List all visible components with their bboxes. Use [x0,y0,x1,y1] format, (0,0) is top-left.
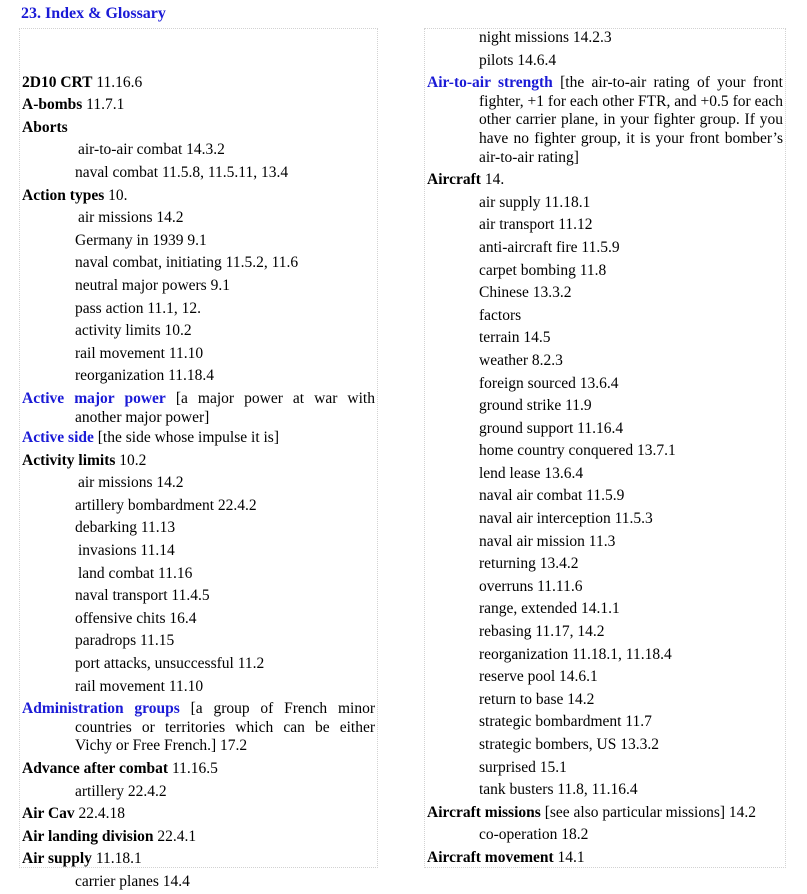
glossary-term: Administration groups [22,700,180,718]
index-term: Activity limits [22,451,116,469]
index-term: Aircraft [427,171,481,189]
index-refs: [see also particular missions] 14.2 [540,803,757,821]
glossary-term: Air-to-air strength [427,74,553,92]
index-refs: 11.16.6 [92,73,143,91]
index-subentry: rail movement 11.10 [75,677,204,695]
index-subentry: air missions 14.2 [78,209,184,227]
index-entry [22,185,375,208]
index-term: 2D10 CRT [22,73,93,91]
index-subentry: returning 13.4.2 [479,555,579,573]
spacer [22,49,375,72]
index-entry [427,802,783,825]
index-subentry: overruns 11.11.6 [479,577,583,595]
index-entry [22,826,375,849]
index-subentry: port attacks, unsuccessful 11.2 [75,655,265,673]
index-subentry: rail movement 11.10 [75,344,204,362]
index-term: Air Cav [22,805,75,823]
index-term: Aborts [22,118,68,136]
index-refs: 14. [480,171,505,189]
index-subentry: artillery 22.4.2 [75,782,167,800]
glossary-entry [22,700,375,756]
index-refs: 14.1 [553,848,585,866]
index-refs: 10.2 [115,451,147,469]
index-subentry: offensive chits 16.4 [75,609,197,627]
index-subentry: air-to-air combat 14.3.2 [78,141,225,159]
index-subentry: factors [479,306,522,324]
index-column-right [424,28,786,868]
index-subentry: carpet bombing 11.8 [479,261,607,279]
index-subentry: reorganization 11.18.4 [75,367,215,385]
index-subentry: land combat 11.16 [78,564,193,582]
index-entry [22,72,375,95]
index-subentry: co-operation 18.2 [479,826,589,844]
index-subentry: range, extended 14.1.1 [479,600,620,618]
glossary-entry [22,390,375,427]
index-subentry: invasions 11.14 [78,542,175,560]
index-entry [22,450,375,473]
index-subentry: air supply 11.18.1 [479,193,591,211]
index-subentry: naval combat 11.5.8, 11.5.11, 13.4 [75,163,289,181]
index-entry [22,848,375,871]
index-refs: 11.18.1 [91,850,142,868]
index-subentry: carrier planes 14.4 [75,872,190,890]
index-subentry: strategic bombers, US 13.3.2 [479,736,659,753]
index-subentry: weather 8.2.3 [479,351,563,369]
index-entry [22,94,375,117]
index-subentry: return to base 14.2 [479,690,595,708]
glossary-definition: [a group of French minor countries or territories which can be either Vichy or Free French.] 17.2 [75,700,375,755]
index-subentry: anti-aircraft fire 11.5.9 [479,238,620,256]
index-entry [427,847,783,870]
index-subentry: debarking 11.13 [75,519,176,537]
index-subentry: artillery bombardment 22.4.2 [75,496,257,514]
index-term: Advance after combat [22,760,169,777]
index-subentry: night missions 14.2.3 [479,29,612,46]
glossary-term: Active side [22,429,94,447]
index-subentry: rebasing 11.17, 14.2 [479,623,605,641]
glossary-definition: [a major power at war with another major power] [75,389,375,426]
index-term: Air landing division [22,827,154,845]
glossary-entry [22,429,375,448]
index-subentry: reserve pool 14.6.1 [479,668,598,686]
index-subentry: air transport 11.12 [479,216,593,234]
index-refs: 22.4.18 [74,805,126,823]
glossary-definition: [the air-to-air rating of your front fighter, +1 for each other FTR, and +0.5 for each other carrier plane, in your fighter group. If you have no fighter group, it is your front bomber’s air-to-air rating] [479,74,783,166]
index-term: Aircraft movement [427,848,554,866]
index-column-left-content [22,49,375,894]
index-subentry: Chinese 13.3.2 [479,284,572,302]
index-subentry: naval air combat 11.5.9 [479,487,625,505]
index-column-right-content [427,27,783,870]
index-subentry: neutral major powers 9.1 [75,276,230,294]
index-term: Aircraft missions [427,803,541,821]
index-entry [22,117,375,140]
index-subentry: naval transport 11.4.5 [75,587,210,605]
index-term: A-bombs [22,96,83,114]
index-subentry: terrain 14.5 [479,329,551,347]
index-term: Air supply [22,850,92,868]
index-subentry: tank busters 11.8, 11.16.4 [479,781,638,799]
index-refs: 11.16.5 [168,760,218,777]
page-heading: 23. Index & Glossary [21,5,166,22]
index-subentry: ground strike 11.9 [479,397,592,415]
index-refs: 22.4.1 [153,827,197,845]
index-subentry: air missions 14.2 [78,474,184,492]
index-subentry: naval combat, initiating 11.5.2, 11.6 [75,254,299,272]
index-entry [22,803,375,826]
glossary-definition: [the side whose impulse it is] [93,429,280,447]
index-subentry: strategic bombardment 11.7 [479,713,652,731]
glossary-term: Active major power [22,389,166,407]
index-subentry: pilots 14.6.4 [479,51,557,69]
index-subentry: home country conquered 13.7.1 [479,442,676,460]
index-refs: 10. [104,186,128,204]
index-subentry: naval air mission 11.3 [479,532,616,550]
index-refs: 11.7.1 [82,96,125,114]
index-subentry: lend lease 13.6.4 [479,464,584,482]
index-subentry: pass action 11.1, 12. [75,299,201,317]
index-term: Action types [22,186,105,204]
index-subentry: naval air interception 11.5.3 [479,510,653,528]
index-column-left [19,28,378,890]
index-subentry: reorganization 11.18.1, 11.18.4 [479,645,672,663]
index-subentry: Germany in 1939 9.1 [75,231,207,249]
index-subentry: paradrops 11.15 [75,632,175,650]
index-subentry: activity limits 10.2 [75,322,192,340]
glossary-entry [427,74,783,167]
index-subentry: ground support 11.16.4 [479,419,624,437]
index-entry [22,758,375,781]
index-entry [427,169,783,192]
index-subentry: foreign sourced 13.6.4 [479,374,619,392]
index-subentry: surprised 15.1 [479,758,567,776]
